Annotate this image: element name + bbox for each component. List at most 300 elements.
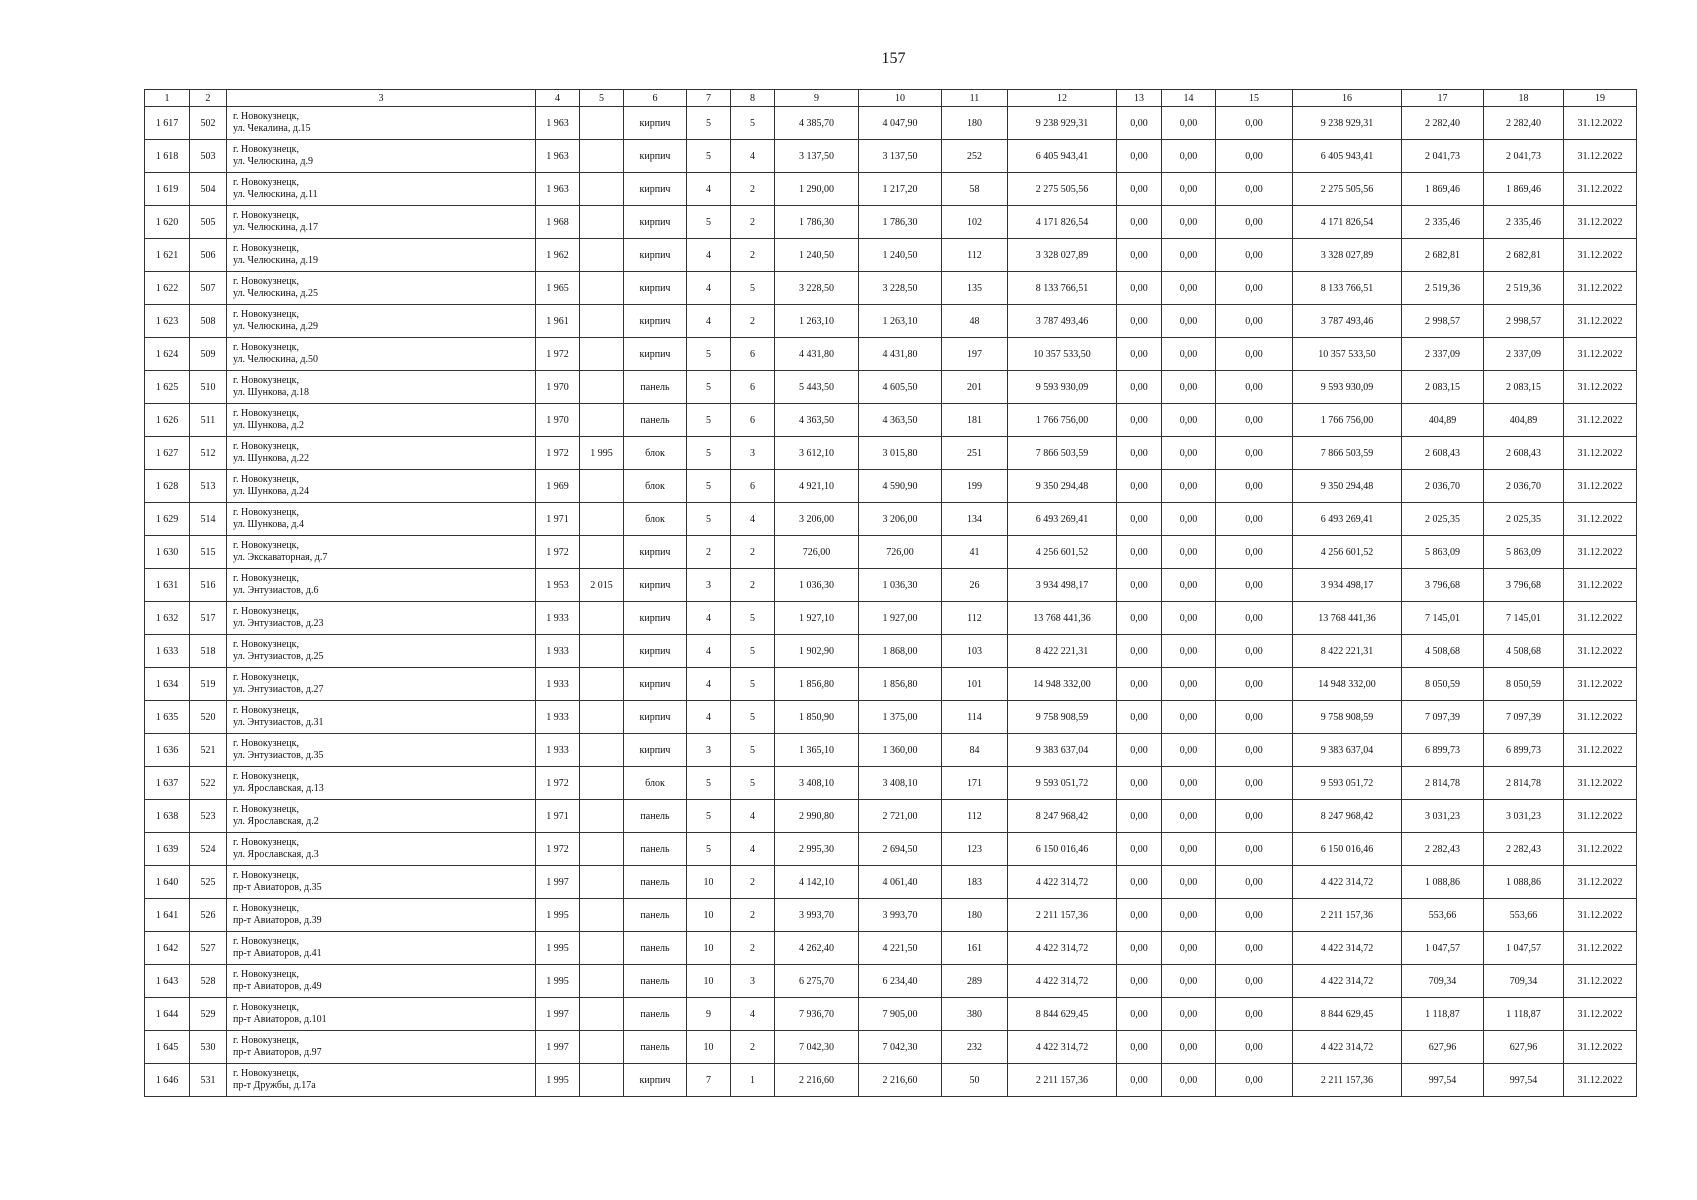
- federal-funds-cell: 0,00: [1117, 734, 1162, 767]
- total-area-cell: 6 275,70: [775, 965, 859, 998]
- entrances-cell: 3: [731, 437, 775, 470]
- address-city: г. Новокузнецк,: [233, 804, 300, 815]
- year-built-cell: 1 963: [536, 107, 580, 140]
- total-area-cell: 1 036,30: [775, 569, 859, 602]
- living-area-cell: 1 927,00: [859, 602, 942, 635]
- cost-per-sqm-cell: 2 608,43: [1402, 437, 1484, 470]
- regional-funds-cell: 0,00: [1162, 767, 1216, 800]
- table-row: [145, 503, 1637, 536]
- column-number-14: 14: [1162, 90, 1216, 107]
- cost-per-sqm-cell: 2 036,70: [1402, 470, 1484, 503]
- column-number-4: 4: [536, 90, 580, 107]
- local-funds-cell: 0,00: [1216, 602, 1293, 635]
- table-body: [145, 107, 1637, 1097]
- residents-cell: 199: [942, 470, 1008, 503]
- item-number-cell: 526: [190, 899, 227, 932]
- owner-funds-cell: 3 787 493,46: [1293, 305, 1402, 338]
- wall-material-cell: кирпич: [624, 701, 687, 734]
- row-number-cell: 1 632: [145, 602, 190, 635]
- floors-cell: 10: [687, 965, 731, 998]
- local-funds-cell: 0,00: [1216, 932, 1293, 965]
- entrances-cell: 3: [731, 965, 775, 998]
- regional-funds-cell: 0,00: [1162, 140, 1216, 173]
- address-city: г. Новокузнецк,: [233, 573, 300, 584]
- entrances-cell: 6: [731, 470, 775, 503]
- year-built-cell: 1 997: [536, 998, 580, 1031]
- year-reconstructed-cell: [580, 800, 624, 833]
- row-number-cell: 1 640: [145, 866, 190, 899]
- total-cost-cell: 8 247 968,42: [1008, 800, 1117, 833]
- total-area-cell: 7 936,70: [775, 998, 859, 1031]
- total-area-cell: 1 856,80: [775, 668, 859, 701]
- cost-per-sqm-cell: 8 050,59: [1402, 668, 1484, 701]
- item-number-cell: 502: [190, 107, 227, 140]
- floors-cell: 3: [687, 734, 731, 767]
- living-area-cell: 3 993,70: [859, 899, 942, 932]
- regional-funds-cell: 0,00: [1162, 371, 1216, 404]
- entrances-cell: 4: [731, 140, 775, 173]
- local-funds-cell: 0,00: [1216, 800, 1293, 833]
- residents-cell: 103: [942, 635, 1008, 668]
- address-cell: [227, 305, 536, 338]
- year-built-cell: 1 969: [536, 470, 580, 503]
- address-cell: [227, 569, 536, 602]
- owner-funds-cell: 1 766 756,00: [1293, 404, 1402, 437]
- cost-per-sqm-cell: 2 814,78: [1402, 767, 1484, 800]
- item-number-cell: 525: [190, 866, 227, 899]
- regional-funds-cell: 0,00: [1162, 470, 1216, 503]
- regional-funds-cell: 0,00: [1162, 173, 1216, 206]
- residents-cell: 50: [942, 1064, 1008, 1097]
- regional-funds-cell: 0,00: [1162, 206, 1216, 239]
- address-city: г. Новокузнецк,: [233, 1068, 300, 1079]
- item-number-cell: 504: [190, 173, 227, 206]
- wall-material-cell: панель: [624, 404, 687, 437]
- federal-funds-cell: 0,00: [1117, 536, 1162, 569]
- entrances-cell: 2: [731, 536, 775, 569]
- residents-cell: 112: [942, 239, 1008, 272]
- total-area-cell: 4 262,40: [775, 932, 859, 965]
- floors-cell: 5: [687, 470, 731, 503]
- entrances-cell: 2: [731, 305, 775, 338]
- address-city: г. Новокузнецк,: [233, 1035, 300, 1046]
- local-funds-cell: 0,00: [1216, 767, 1293, 800]
- entrances-cell: 2: [731, 173, 775, 206]
- owner-funds-cell: 9 593 051,72: [1293, 767, 1402, 800]
- local-funds-cell: 0,00: [1216, 536, 1293, 569]
- address-cell: [227, 1064, 536, 1097]
- total-cost-cell: 9 593 051,72: [1008, 767, 1117, 800]
- column-number-15: 15: [1216, 90, 1293, 107]
- item-number-cell: 514: [190, 503, 227, 536]
- year-reconstructed-cell: 1 995: [580, 437, 624, 470]
- address-cell: [227, 206, 536, 239]
- table-row: [145, 371, 1637, 404]
- entrances-cell: 5: [731, 701, 775, 734]
- cost-per-sqm-cell: 627,96: [1402, 1031, 1484, 1064]
- federal-funds-cell: 0,00: [1117, 404, 1162, 437]
- address-city: г. Новокузнецк,: [233, 342, 300, 353]
- living-area-cell: 1 263,10: [859, 305, 942, 338]
- address-street: пр-т Дружбы, д.17а: [233, 1080, 316, 1091]
- completion-date-cell: 31.12.2022: [1564, 140, 1637, 173]
- owner-funds-cell: 13 768 441,36: [1293, 602, 1402, 635]
- max-cost-per-sqm-cell: 404,89: [1484, 404, 1564, 437]
- year-built-cell: 1 933: [536, 635, 580, 668]
- item-number-cell: 509: [190, 338, 227, 371]
- address-street: ул. Шункова, д.18: [233, 387, 309, 398]
- year-built-cell: 1 995: [536, 965, 580, 998]
- cost-per-sqm-cell: 2 025,35: [1402, 503, 1484, 536]
- address-city: г. Новокузнецк,: [233, 672, 300, 683]
- year-reconstructed-cell: [580, 866, 624, 899]
- address-cell: [227, 734, 536, 767]
- row-number-cell: 1 619: [145, 173, 190, 206]
- regional-funds-cell: 0,00: [1162, 239, 1216, 272]
- living-area-cell: 2 694,50: [859, 833, 942, 866]
- entrances-cell: 4: [731, 833, 775, 866]
- completion-date-cell: 31.12.2022: [1564, 1064, 1637, 1097]
- year-built-cell: 1 968: [536, 206, 580, 239]
- total-area-cell: 4 921,10: [775, 470, 859, 503]
- table-row: [145, 404, 1637, 437]
- max-cost-per-sqm-cell: 2 998,57: [1484, 305, 1564, 338]
- year-reconstructed-cell: [580, 140, 624, 173]
- floors-cell: 5: [687, 437, 731, 470]
- completion-date-cell: 31.12.2022: [1564, 404, 1637, 437]
- cost-per-sqm-cell: 2 337,09: [1402, 338, 1484, 371]
- max-cost-per-sqm-cell: 3 796,68: [1484, 569, 1564, 602]
- max-cost-per-sqm-cell: 2 519,36: [1484, 272, 1564, 305]
- cost-per-sqm-cell: 5 863,09: [1402, 536, 1484, 569]
- max-cost-per-sqm-cell: 627,96: [1484, 1031, 1564, 1064]
- floors-cell: 10: [687, 899, 731, 932]
- residents-cell: 161: [942, 932, 1008, 965]
- wall-material-cell: блок: [624, 503, 687, 536]
- local-funds-cell: 0,00: [1216, 569, 1293, 602]
- federal-funds-cell: 0,00: [1117, 602, 1162, 635]
- regional-funds-cell: 0,00: [1162, 833, 1216, 866]
- floors-cell: 10: [687, 932, 731, 965]
- total-cost-cell: 4 171 826,54: [1008, 206, 1117, 239]
- column-number-18: 18: [1484, 90, 1564, 107]
- local-funds-cell: 0,00: [1216, 899, 1293, 932]
- total-area-cell: 1 240,50: [775, 239, 859, 272]
- wall-material-cell: панель: [624, 965, 687, 998]
- entrances-cell: 4: [731, 800, 775, 833]
- table-row: [145, 239, 1637, 272]
- living-area-cell: 1 036,30: [859, 569, 942, 602]
- year-reconstructed-cell: [580, 932, 624, 965]
- total-area-cell: 3 228,50: [775, 272, 859, 305]
- living-area-cell: 4 221,50: [859, 932, 942, 965]
- address-cell: [227, 239, 536, 272]
- address-city: г. Новокузнецк,: [233, 375, 300, 386]
- total-cost-cell: 2 211 157,36: [1008, 1064, 1117, 1097]
- total-area-cell: 3 993,70: [775, 899, 859, 932]
- table-row: [145, 305, 1637, 338]
- wall-material-cell: панель: [624, 371, 687, 404]
- address-cell: [227, 965, 536, 998]
- max-cost-per-sqm-cell: 2 041,73: [1484, 140, 1564, 173]
- table-row: [145, 536, 1637, 569]
- cost-per-sqm-cell: 404,89: [1402, 404, 1484, 437]
- table-row: [145, 932, 1637, 965]
- entrances-cell: 6: [731, 371, 775, 404]
- wall-material-cell: панель: [624, 800, 687, 833]
- address-cell: [227, 437, 536, 470]
- max-cost-per-sqm-cell: 6 899,73: [1484, 734, 1564, 767]
- max-cost-per-sqm-cell: 2 682,81: [1484, 239, 1564, 272]
- max-cost-per-sqm-cell: 2 036,70: [1484, 470, 1564, 503]
- total-cost-cell: 4 256 601,52: [1008, 536, 1117, 569]
- living-area-cell: 1 868,00: [859, 635, 942, 668]
- regional-funds-cell: 0,00: [1162, 1064, 1216, 1097]
- row-number-cell: 1 635: [145, 701, 190, 734]
- year-built-cell: 1 953: [536, 569, 580, 602]
- residents-cell: 48: [942, 305, 1008, 338]
- federal-funds-cell: 0,00: [1117, 833, 1162, 866]
- floors-cell: 7: [687, 1064, 731, 1097]
- table-row: [145, 338, 1637, 371]
- completion-date-cell: 31.12.2022: [1564, 866, 1637, 899]
- total-area-cell: 2 216,60: [775, 1064, 859, 1097]
- wall-material-cell: панель: [624, 1031, 687, 1064]
- federal-funds-cell: 0,00: [1117, 998, 1162, 1031]
- max-cost-per-sqm-cell: 1 869,46: [1484, 173, 1564, 206]
- floors-cell: 10: [687, 866, 731, 899]
- total-cost-cell: 3 787 493,46: [1008, 305, 1117, 338]
- address-street: ул. Челюскина, д.9: [233, 156, 313, 167]
- owner-funds-cell: 10 357 533,50: [1293, 338, 1402, 371]
- year-reconstructed-cell: [580, 206, 624, 239]
- cost-per-sqm-cell: 2 519,36: [1402, 272, 1484, 305]
- max-cost-per-sqm-cell: 7 097,39: [1484, 701, 1564, 734]
- completion-date-cell: 31.12.2022: [1564, 833, 1637, 866]
- floors-cell: 10: [687, 1031, 731, 1064]
- address-city: г. Новокузнецк,: [233, 474, 300, 485]
- address-street: ул. Ярославская, д.3: [233, 849, 319, 860]
- max-cost-per-sqm-cell: 5 863,09: [1484, 536, 1564, 569]
- federal-funds-cell: 0,00: [1117, 866, 1162, 899]
- item-number-cell: 505: [190, 206, 227, 239]
- column-number-6: 6: [624, 90, 687, 107]
- address-cell: [227, 470, 536, 503]
- year-built-cell: 1 963: [536, 140, 580, 173]
- completion-date-cell: 31.12.2022: [1564, 272, 1637, 305]
- max-cost-per-sqm-cell: 2 814,78: [1484, 767, 1564, 800]
- year-built-cell: 1 971: [536, 503, 580, 536]
- completion-date-cell: 31.12.2022: [1564, 371, 1637, 404]
- owner-funds-cell: 4 422 314,72: [1293, 866, 1402, 899]
- residents-cell: 180: [942, 107, 1008, 140]
- owner-funds-cell: 8 133 766,51: [1293, 272, 1402, 305]
- year-reconstructed-cell: [580, 734, 624, 767]
- year-reconstructed-cell: [580, 470, 624, 503]
- residents-cell: 251: [942, 437, 1008, 470]
- total-area-cell: 1 290,00: [775, 173, 859, 206]
- address-cell: [227, 371, 536, 404]
- page-number: 157: [881, 50, 906, 67]
- wall-material-cell: кирпич: [624, 338, 687, 371]
- owner-funds-cell: 8 844 629,45: [1293, 998, 1402, 1031]
- completion-date-cell: 31.12.2022: [1564, 503, 1637, 536]
- item-number-cell: 515: [190, 536, 227, 569]
- total-area-cell: 4 142,10: [775, 866, 859, 899]
- completion-date-cell: 31.12.2022: [1564, 635, 1637, 668]
- total-cost-cell: 8 844 629,45: [1008, 998, 1117, 1031]
- address-street: ул. Энтузиастов, д.27: [233, 684, 324, 695]
- year-reconstructed-cell: [580, 833, 624, 866]
- table-row: [145, 470, 1637, 503]
- local-funds-cell: 0,00: [1216, 272, 1293, 305]
- federal-funds-cell: 0,00: [1117, 272, 1162, 305]
- regional-funds-cell: 0,00: [1162, 635, 1216, 668]
- address-street: ул. Челюскина, д.29: [233, 321, 318, 332]
- year-built-cell: 1 933: [536, 734, 580, 767]
- residents-cell: 26: [942, 569, 1008, 602]
- address-city: г. Новокузнецк,: [233, 111, 300, 122]
- wall-material-cell: кирпич: [624, 668, 687, 701]
- wall-material-cell: кирпич: [624, 107, 687, 140]
- regional-funds-cell: 0,00: [1162, 338, 1216, 371]
- owner-funds-cell: 3 328 027,89: [1293, 239, 1402, 272]
- year-reconstructed-cell: [580, 173, 624, 206]
- living-area-cell: 1 217,20: [859, 173, 942, 206]
- cost-per-sqm-cell: 2 083,15: [1402, 371, 1484, 404]
- address-street: пр-т Авиаторов, д.41: [233, 948, 322, 959]
- local-funds-cell: 0,00: [1216, 239, 1293, 272]
- completion-date-cell: 31.12.2022: [1564, 965, 1637, 998]
- entrances-cell: 5: [731, 668, 775, 701]
- item-number-cell: 507: [190, 272, 227, 305]
- item-number-cell: 518: [190, 635, 227, 668]
- federal-funds-cell: 0,00: [1117, 437, 1162, 470]
- local-funds-cell: 0,00: [1216, 1031, 1293, 1064]
- floors-cell: 4: [687, 239, 731, 272]
- address-street: ул. Челюскина, д.25: [233, 288, 318, 299]
- address-city: г. Новокузнецк,: [233, 1002, 300, 1013]
- residents-cell: 114: [942, 701, 1008, 734]
- living-area-cell: 3 206,00: [859, 503, 942, 536]
- address-city: г. Новокузнецк,: [233, 771, 300, 782]
- total-area-cell: 1 850,90: [775, 701, 859, 734]
- federal-funds-cell: 0,00: [1117, 1031, 1162, 1064]
- max-cost-per-sqm-cell: 2 337,09: [1484, 338, 1564, 371]
- owner-funds-cell: 9 758 908,59: [1293, 701, 1402, 734]
- address-city: г. Новокузнецк,: [233, 408, 300, 419]
- address-cell: [227, 338, 536, 371]
- living-area-cell: 4 431,80: [859, 338, 942, 371]
- address-city: г. Новокузнецк,: [233, 903, 300, 914]
- year-built-cell: 1 933: [536, 701, 580, 734]
- owner-funds-cell: 2 275 505,56: [1293, 173, 1402, 206]
- entrances-cell: 2: [731, 569, 775, 602]
- owner-funds-cell: 2 211 157,36: [1293, 1064, 1402, 1097]
- year-reconstructed-cell: 2 015: [580, 569, 624, 602]
- local-funds-cell: 0,00: [1216, 701, 1293, 734]
- federal-funds-cell: 0,00: [1117, 932, 1162, 965]
- table-row: [145, 899, 1637, 932]
- total-area-cell: 1 263,10: [775, 305, 859, 338]
- wall-material-cell: панель: [624, 932, 687, 965]
- entrances-cell: 5: [731, 767, 775, 800]
- item-number-cell: 529: [190, 998, 227, 1031]
- address-street: ул. Энтузиастов, д.35: [233, 750, 324, 761]
- address-cell: [227, 833, 536, 866]
- total-cost-cell: 13 768 441,36: [1008, 602, 1117, 635]
- total-cost-cell: 9 350 294,48: [1008, 470, 1117, 503]
- floors-cell: 5: [687, 767, 731, 800]
- year-built-cell: 1 970: [536, 371, 580, 404]
- wall-material-cell: блок: [624, 470, 687, 503]
- living-area-cell: 2 216,60: [859, 1064, 942, 1097]
- regional-funds-cell: 0,00: [1162, 668, 1216, 701]
- address-city: г. Новокузнецк,: [233, 177, 300, 188]
- row-number-cell: 1 626: [145, 404, 190, 437]
- residents-cell: 112: [942, 800, 1008, 833]
- residents-cell: 201: [942, 371, 1008, 404]
- regional-funds-cell: 0,00: [1162, 932, 1216, 965]
- residents-cell: 134: [942, 503, 1008, 536]
- floors-cell: 3: [687, 569, 731, 602]
- column-number-8: 8: [731, 90, 775, 107]
- total-area-cell: 3 612,10: [775, 437, 859, 470]
- entrances-cell: 5: [731, 272, 775, 305]
- row-number-cell: 1 618: [145, 140, 190, 173]
- floors-cell: 4: [687, 635, 731, 668]
- regional-funds-cell: 0,00: [1162, 800, 1216, 833]
- wall-material-cell: панель: [624, 899, 687, 932]
- residents-cell: 58: [942, 173, 1008, 206]
- completion-date-cell: 31.12.2022: [1564, 239, 1637, 272]
- address-cell: [227, 800, 536, 833]
- cost-per-sqm-cell: 4 508,68: [1402, 635, 1484, 668]
- row-number-cell: 1 639: [145, 833, 190, 866]
- year-reconstructed-cell: [580, 503, 624, 536]
- federal-funds-cell: 0,00: [1117, 899, 1162, 932]
- floors-cell: 5: [687, 206, 731, 239]
- address-street: ул. Шункова, д.22: [233, 453, 309, 464]
- living-area-cell: 4 605,50: [859, 371, 942, 404]
- regional-funds-cell: 0,00: [1162, 998, 1216, 1031]
- wall-material-cell: кирпич: [624, 602, 687, 635]
- floors-cell: 4: [687, 272, 731, 305]
- table-row: [145, 998, 1637, 1031]
- owner-funds-cell: 4 422 314,72: [1293, 1031, 1402, 1064]
- wall-material-cell: панель: [624, 998, 687, 1031]
- federal-funds-cell: 0,00: [1117, 305, 1162, 338]
- residents-cell: 252: [942, 140, 1008, 173]
- regional-funds-cell: 0,00: [1162, 569, 1216, 602]
- item-number-cell: 524: [190, 833, 227, 866]
- address-street: ул. Чекалина, д.15: [233, 123, 311, 134]
- address-street: пр-т Авиаторов, д.101: [233, 1014, 327, 1025]
- year-built-cell: 1 997: [536, 866, 580, 899]
- completion-date-cell: 31.12.2022: [1564, 173, 1637, 206]
- address-street: пр-т Авиаторов, д.49: [233, 981, 322, 992]
- cost-per-sqm-cell: 6 899,73: [1402, 734, 1484, 767]
- wall-material-cell: кирпич: [624, 173, 687, 206]
- federal-funds-cell: 0,00: [1117, 173, 1162, 206]
- column-number-13: 13: [1117, 90, 1162, 107]
- column-number-11: 11: [942, 90, 1008, 107]
- federal-funds-cell: 0,00: [1117, 668, 1162, 701]
- year-reconstructed-cell: [580, 767, 624, 800]
- table-row: [145, 437, 1637, 470]
- local-funds-cell: 0,00: [1216, 107, 1293, 140]
- row-number-cell: 1 624: [145, 338, 190, 371]
